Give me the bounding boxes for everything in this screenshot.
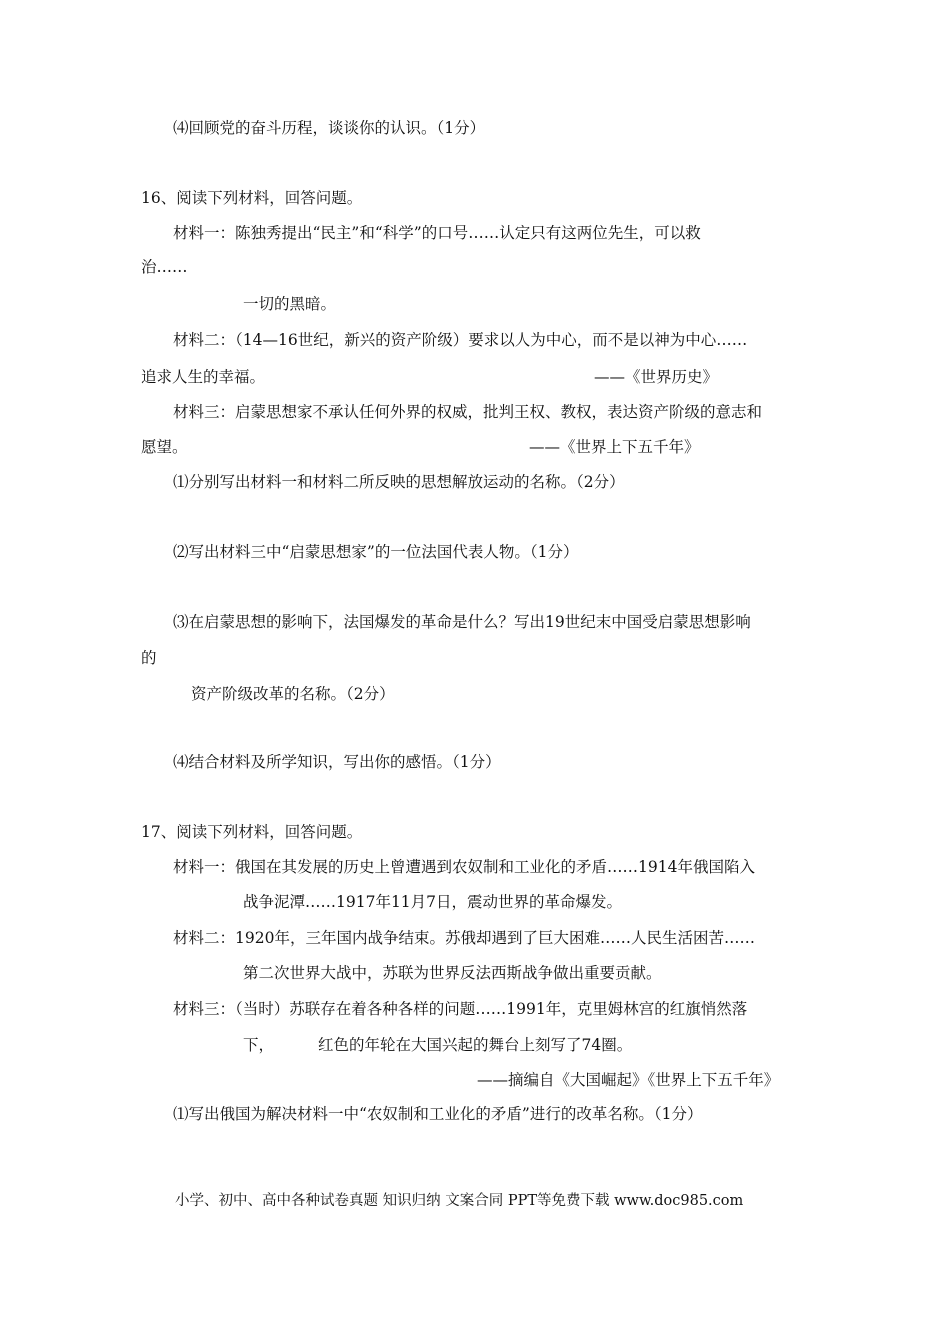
q16-material2-line1: 材料二：（14—16世纪，新兴的资产阶级）要求以人为中心，而不是以神为中心…… — [173, 331, 748, 349]
q16-material3-line1: 材料三：启蒙思想家不承认任何外界的权威，批判王权、教权，表达资产阶级的意志和 — [173, 403, 763, 421]
q16-material3-source: ——《世界上下五千年》 — [529, 438, 700, 456]
q17-material3-source: ——摘编自《大国崛起》《世界上下五千年》 — [477, 1071, 780, 1089]
q16-material1-line3: 一切的黑暗。 — [243, 295, 337, 313]
q16-material1-line1: 材料一：陈独秀提出“民主”和“科学”的口号……认定只有这两位先生，可以救 — [173, 224, 701, 242]
q17-material2-line2: 第二次世界大战中，苏联为世界反法西斯战争做出重要贡献。 — [243, 964, 662, 982]
q17-material1-line2: 战争泥潭……1917年11月7日，震动世界的革命爆发。 — [243, 893, 623, 911]
q16-sub4: ⑷结合材料及所学知识，写出你的感悟。（1分） — [173, 753, 501, 771]
q17-title: 17、阅读下列材料，回答问题。 — [141, 823, 363, 841]
q16-sub2: ⑵写出材料三中“启蒙思想家”的一位法国代表人物。（1分） — [173, 543, 579, 561]
q16-material2-source: ——《世界历史》 — [594, 368, 719, 386]
q16-sub3-line3: 资产阶级改革的名称。（2分） — [191, 685, 395, 703]
q16-sub3-line1: ⑶在启蒙思想的影响下，法国爆发的革命是什么？写出19世纪末中国受启蒙思想影响 — [173, 613, 751, 631]
q16-sub1: ⑴分别写出材料一和材料二所反映的思想解放运动的名称。（2分） — [173, 473, 625, 491]
q15-sub4: ⑷回顾党的奋斗历程，谈谈你的认识。（1分） — [173, 119, 486, 137]
q16-material2-line2: 追求人生的幸福。 — [141, 368, 266, 386]
q17-sub1: ⑴写出俄国为解决材料一中“农奴制和工业化的矛盾”进行的改革名称。（1分） — [173, 1105, 703, 1123]
q16-material3-line2: 愿望。 — [141, 438, 188, 456]
q16-sub3-line2: 的 — [141, 649, 157, 667]
page-footer: 小学、初中、高中各种试卷真题 知识归纳 文案合同 PPT等免费下载 www.doc985.com — [175, 1193, 744, 1209]
q17-material3-line2a: 下， — [243, 1036, 275, 1054]
q16-material1-line2: 治…… — [141, 258, 188, 276]
q17-material2-line1: 材料二：1920年，三年国内战争结束。苏俄却遇到了巨大困难……人民生活困苦…… — [173, 929, 755, 947]
q17-material3-line1: 材料三：（当时）苏联存在着各种各样的问题……1991年，克里姆林宫的红旗悄然落 — [173, 1000, 748, 1018]
q17-material1-line1: 材料一：俄国在其发展的历史上曾遭遇到农奴制和工业化的矛盾……1914年俄国陷入 — [173, 858, 755, 876]
q16-title: 16、阅读下列材料，回答问题。 — [141, 189, 363, 207]
q17-material3-line2b: 红色的年轮在大国兴起的舞台上刻写了74圈。 — [318, 1036, 633, 1054]
